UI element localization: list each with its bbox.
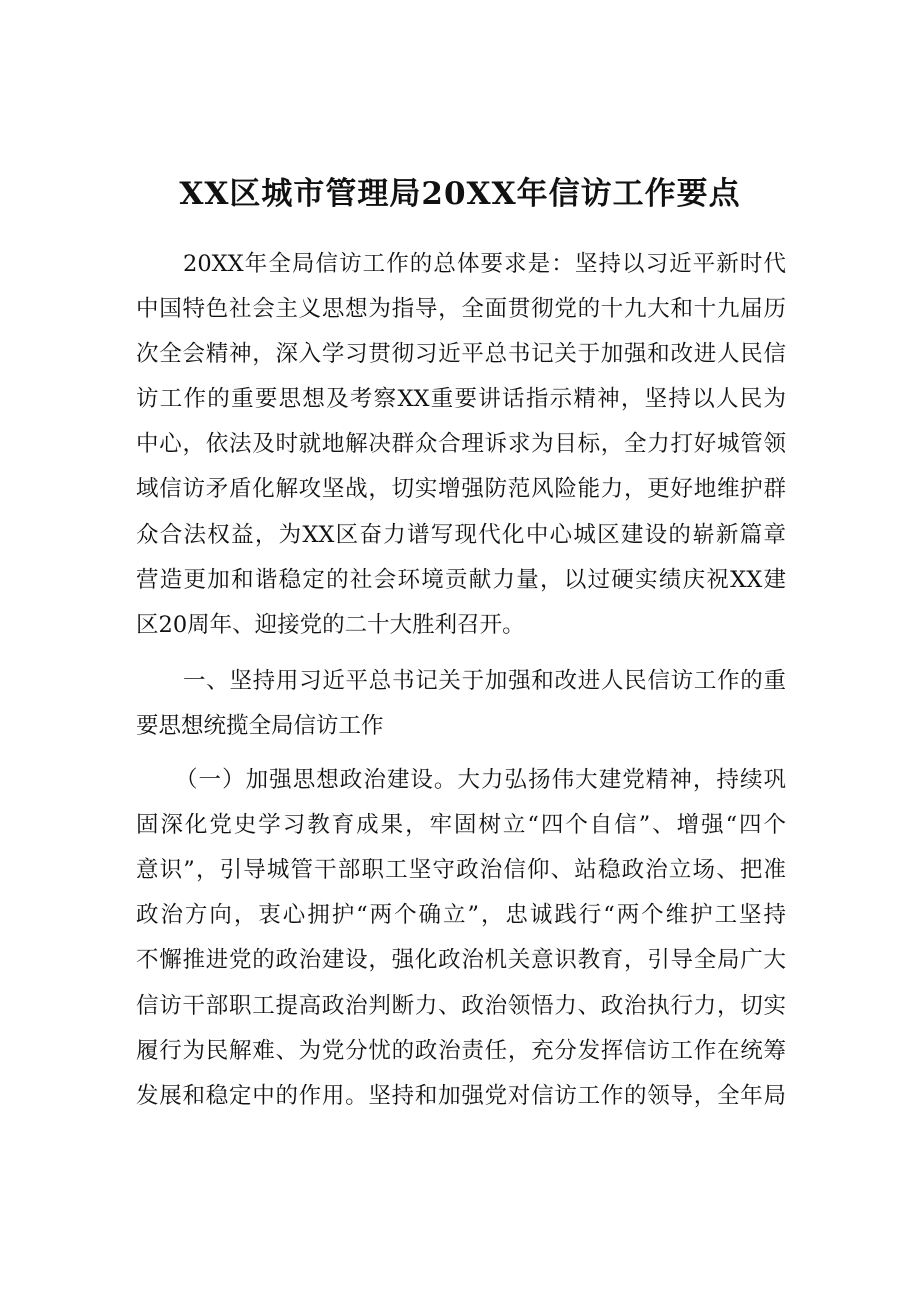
document-title: XX区城市管理局20XX年信访工作要点 bbox=[179, 176, 741, 212]
section-heading-line: 要思想统揽全局信访工作 bbox=[136, 713, 384, 739]
paragraph-line: 区20周年、迎接党的二十大胜利召开。 bbox=[136, 612, 525, 638]
paragraph-line: 发展和稳定中的作用。坚持和加强党对信访工作的领导，全年局 bbox=[136, 1083, 786, 1109]
paragraph-line: 次全会精神，深入学习贯彻习近平总书记关于加强和改进人民信 bbox=[136, 341, 786, 367]
paragraph-line: 中心，依法及时就地解决群众合理诉求为目标，全力打好城管领 bbox=[136, 431, 786, 457]
paragraph-line: 固深化党史学习教育成果，牢固树立“四个自信”、增强“四个 bbox=[136, 812, 786, 838]
paragraph-line: 政治方向，衷心拥护“两个确立”，忠诚践行“两个维护工坚持 bbox=[136, 902, 786, 928]
paragraph-line: （一）加强思想政治建设。大力弘扬伟大建党精神，持续巩 bbox=[175, 767, 786, 793]
paragraph-line: 信访干部职工提高政治判断力、政治领悟力、政治执行力，切实 bbox=[136, 993, 786, 1019]
paragraph-line: 域信访矛盾化解攻坚战，切实增强防范风险能力，更好地维护群 bbox=[136, 476, 786, 502]
section-heading-line: 一、坚持用习近平总书记关于加强和改进人民信访工作的重 bbox=[183, 668, 786, 694]
paragraph-line: 履行为民解难、为党分忧的政治责任，充分发挥信访工作在统筹 bbox=[136, 1038, 786, 1064]
paragraph-line: 20XX年全局信访工作的总体要求是：坚持以习近平新时代 bbox=[183, 251, 786, 277]
paragraph-line: 众合法权益，为XX区奋力谱写现代化中心城区建设的崭新篇章 bbox=[136, 522, 786, 548]
paragraph-line: 不懈推进党的政治建设，强化政治机关意识教育，引导全局广大 bbox=[136, 947, 786, 973]
paragraph-line: 营造更加和谐稳定的社会环境贡献力量，以过硬实绩庆祝XX建 bbox=[136, 567, 786, 593]
paragraph-line: 意识”，引导城管干部职工坚守政治信仰、站稳政治立场、把准 bbox=[136, 857, 786, 883]
paragraph-line: 访工作的重要思想及考察XX重要讲话指示精神，坚持以人民为 bbox=[136, 386, 786, 412]
paragraph-line: 中国特色社会主义思想为指导，全面贯彻党的十九大和十九届历 bbox=[136, 296, 786, 322]
